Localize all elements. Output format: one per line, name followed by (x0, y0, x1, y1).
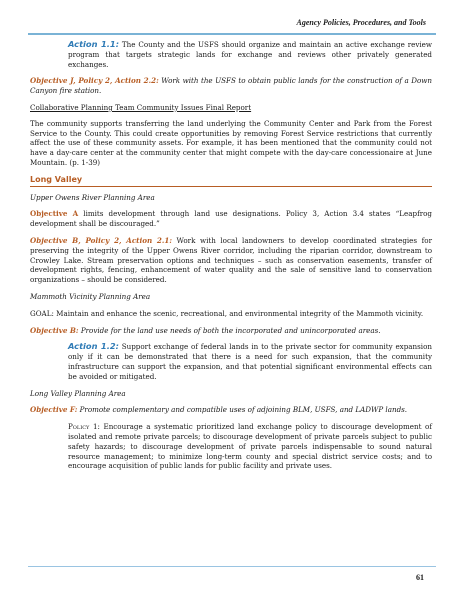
objective-b-policy-paragraph (30, 236, 432, 285)
long-valley-rule (30, 186, 432, 187)
cpt-report-title: Collaborative Planning Team Community Issues Final Report (30, 102, 252, 112)
objective-f-text: Promote complementary and compatible uses of adjoining BLM, USFS, and LADWP lands. (77, 405, 408, 415)
goal-paragraph: GOAL: Maintain and enhance the scenic, recreational, and environmental integrity of the Mammoth vicinity. (30, 308, 424, 318)
policy-1-paragraph (30, 422, 432, 471)
cpt-report-text: The community supports transferring the land underlying the Community Center and Park from the Forest Service to the County. This could create opportunities by removing Forest Service restrictions that currently affect the use of these community assets. For example, it has been mentioned that the community could not have a day-care center at the community center that might compete with the day-care concessionaire at June Mountain. (p. 1-39) (30, 118, 432, 167)
objective-j-label: Objective J, Policy 2, Action 2.2: (30, 76, 159, 86)
objective-b-mammoth-label: Objective B: (30, 325, 79, 335)
page-body (30, 40, 432, 478)
objective-a-label: Objective A (30, 209, 79, 219)
objective-j-paragraph (30, 76, 432, 96)
objective-f-label: Objective F: (30, 405, 78, 415)
objective-j-text: Work with the USFS to obtain public lands for the construction of a Down Canyon fire station. (30, 76, 433, 96)
action-1-2-paragraph (30, 342, 432, 381)
objective-b-policy-label: Objective B, Policy 2, Action 2.1: (30, 235, 172, 245)
footer-rule (28, 566, 436, 567)
action-1-2-text: Support exchange of federal lands in to the private sector for community expansion only if it can be demonstrated that there is a need for such expansion, that the community infrastructure can support the expansion, and that potential significant environmental effects can be avoided or mitigated. (68, 342, 432, 381)
objective-b-policy-text: Work with local landowners to develop coordinated strategies for preserving the integrity of the Upper Owens River corridor, including the riparian corridor, downstream to Crowley Lake. Stream preservation options and techniques – such as conservation easements, transfer of development rights, fencing, enhancement of water quality and the sale of sensitive land to conservation organizations – should be considered. (30, 235, 432, 285)
policy-1-text: Encourage a systematic prioritized land exchange policy to discourage development of isolated and remote private parcels; to discourage development of private parcels subject to public safety hazards; to discourage development of private parcels indispensable to sound natural resource management; to minimize long-term county and special district service costs; and to encourage acquisition of public lands for public facility and private uses. (68, 422, 433, 471)
objective-b-mammoth-paragraph (30, 326, 432, 336)
policy-1-label: Policy (68, 422, 90, 432)
action-1-2-label: Action 1.2: (68, 341, 119, 352)
mammoth-title: Mammoth Vicinity Planning Area (30, 291, 151, 301)
running-header: Agency Policies, Procedures, and Tools (296, 18, 426, 27)
action-1-1-label: Action 1.1: (68, 39, 120, 49)
upper-owens-title: Upper Owens River Planning Area (30, 192, 155, 202)
objective-f-paragraph (30, 405, 432, 415)
action-1-1-text: The County and the USFS should organize and maintain an active exchange review program that targets strategic lands for exchange and reviews other privately generated exchanges. (68, 40, 433, 69)
policy-1-number: 1: (89, 422, 100, 432)
page-number: 61 (416, 573, 424, 582)
objective-a-text: limits development through land use designations. Policy 3, Action 3.4 states “Leapfrog development shall be discouraged.” (30, 209, 433, 229)
header-rule (28, 33, 436, 35)
objective-a-paragraph (30, 209, 432, 229)
objective-b-mammoth-text: Provide for the land use needs of both the incorporated and unincorporated areas. (78, 325, 381, 335)
action-1-1-paragraph (30, 40, 432, 69)
long-valley-heading: Long Valley (30, 174, 83, 184)
long-valley-title: Long Valley Planning Area (30, 388, 126, 398)
